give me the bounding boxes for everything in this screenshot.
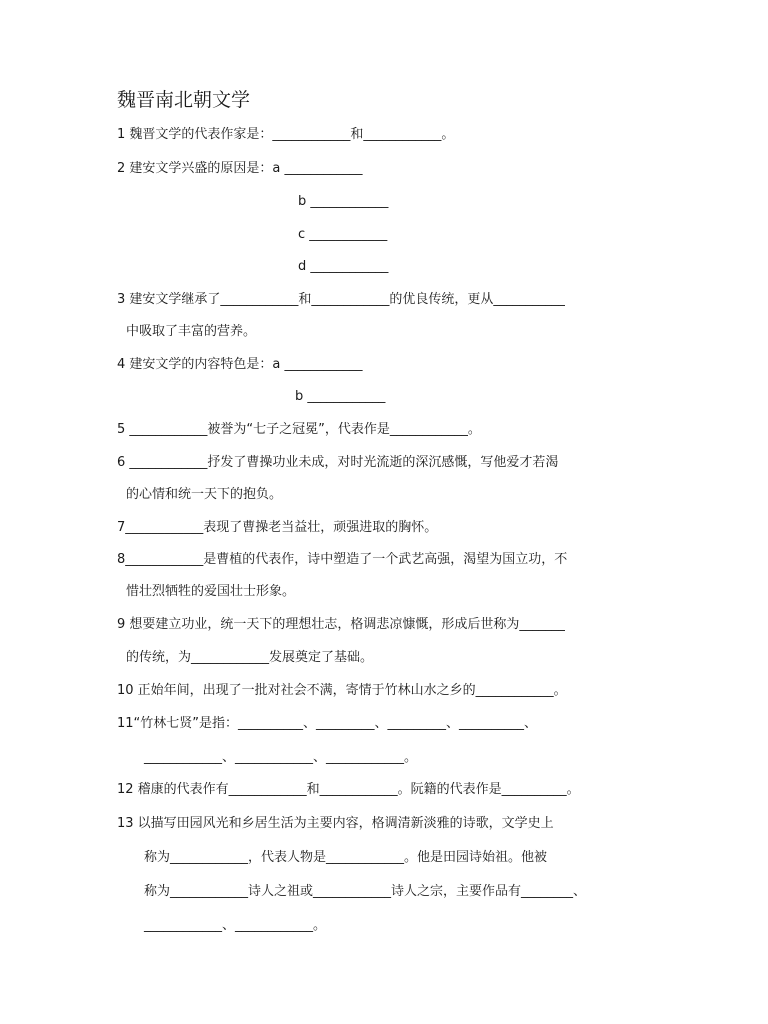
question-7: 7____________表现了曹操老当益壮，顽强进取的胸怀。 bbox=[117, 520, 438, 535]
question-6: 6 ____________抒发了曹操功业未成，对时光流逝的深沉感慨，写他爱才若渴 bbox=[117, 455, 559, 470]
question-4-item-b: b ____________ bbox=[295, 389, 386, 404]
question-13-continued-3: ____________、____________。 bbox=[144, 918, 327, 933]
question-2: 2 建安文学兴盛的原因是：a ____________ bbox=[117, 161, 363, 176]
question-13-continued-2: 称为____________诗人之祖或____________诗人之宗，主要作品有________、 bbox=[144, 884, 587, 899]
question-9: 9 想要建立功业，统一天下的理想壮志，格调悲凉慷慨，形成后世称为_______ bbox=[117, 617, 565, 632]
question-13: 13 以描写田园风光和乡居生活为主要内容，格调清新淡雅的诗歌，文学史上 bbox=[117, 816, 554, 831]
question-2-item-d: d ____________ bbox=[298, 259, 389, 274]
question-13-continued-1: 称为____________，代表人物是____________。他是田园诗始祖。他被 bbox=[144, 850, 548, 865]
question-10: 10 正始年间，出现了一批对社会不满，寄情于竹林山水之乡的____________。 bbox=[117, 683, 567, 698]
question-4: 4 建安文学的内容特色是：a ____________ bbox=[117, 357, 363, 372]
question-8-continued: 惜壮烈牺牲的爱国壮士形象。 bbox=[126, 584, 296, 599]
page-title: 魏晋南北朝文学 bbox=[117, 89, 251, 111]
question-11: 11“竹林七贤”是指：__________、_________、_________、__________、 bbox=[117, 716, 538, 731]
question-6-continued: 的心情和统一天下的抱负。 bbox=[126, 487, 283, 502]
question-8: 8____________是曹植的代表作，诗中塑造了一个武艺高强，渴望为国立功，不 bbox=[117, 552, 568, 567]
question-2-item-b: b ____________ bbox=[298, 194, 389, 209]
question-1: 1 魏晋文学的代表作家是：____________和____________。 bbox=[117, 127, 455, 142]
question-3: 3 建安文学继承了____________和____________的优良传统，更从___________ bbox=[117, 292, 565, 307]
question-12: 12 稽康的代表作有____________和____________。阮籍的代表作是__________。 bbox=[117, 782, 580, 797]
question-3-continued: 中吸取了丰富的营养。 bbox=[126, 324, 257, 339]
question-11-continued: ____________、____________、____________。 bbox=[144, 750, 418, 765]
question-9-continued: 的传统，为____________发展奠定了基础。 bbox=[126, 650, 374, 665]
question-2-item-c: c ____________ bbox=[298, 227, 388, 242]
question-5: 5 ____________被誉为“七子之冠冕”，代表作是____________。 bbox=[117, 422, 481, 437]
